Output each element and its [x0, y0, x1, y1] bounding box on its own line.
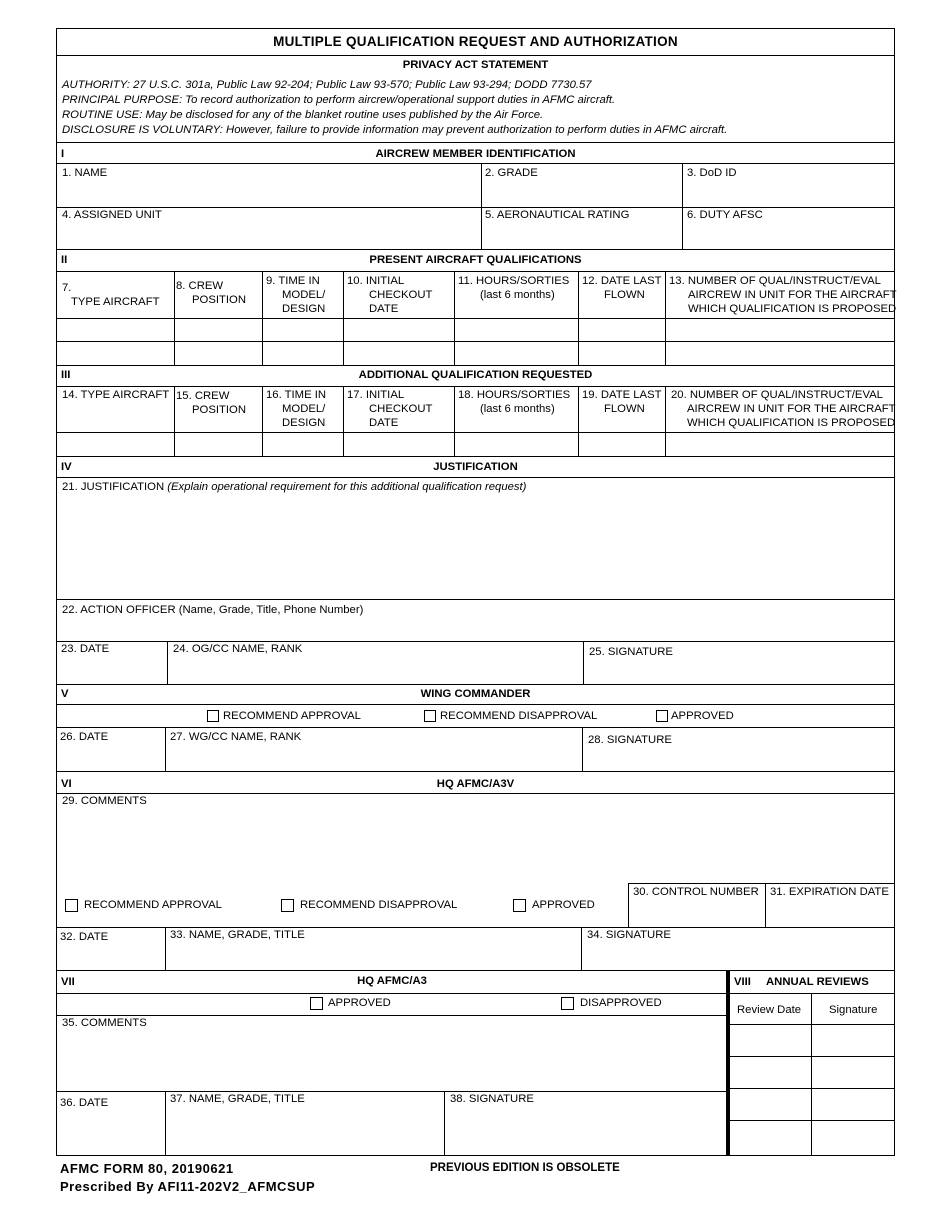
og-signature-label: 25. SIGNATURE: [589, 646, 673, 658]
col-9-design: DESIGN: [282, 303, 326, 315]
col-9-model: MODEL/: [282, 289, 326, 301]
section-1-title: AIRCREW MEMBER IDENTIFICATION: [375, 148, 576, 160]
aeronautical-rating-label: 5. AERONAUTICAL RATING: [485, 209, 630, 221]
section-6-number: VI: [61, 778, 72, 790]
col-16-model: MODEL/: [282, 403, 326, 415]
section-7-number: VII: [61, 976, 75, 988]
annual-review-row-3[interactable]: [730, 1088, 894, 1120]
col-18-last-6-months: (last 6 months): [480, 403, 555, 415]
justification-field[interactable]: [57, 477, 894, 599]
section-5-number: V: [61, 688, 69, 700]
a3v-comments-field[interactable]: [57, 793, 894, 883]
annual-review-row-2[interactable]: [730, 1056, 894, 1088]
col-9-time-in: 9. TIME IN: [266, 275, 320, 287]
col-16-design: DESIGN: [282, 417, 326, 429]
section-3-title: ADDITIONAL QUALIFICATION REQUESTED: [358, 369, 593, 381]
duty-afsc-label: 6. DUTY AFSC: [687, 209, 763, 221]
og-date-label: 23. DATE: [61, 643, 110, 655]
col-8-crew: 8. CREW: [176, 280, 224, 292]
col-17-date: DATE: [369, 417, 399, 429]
section-2-title: PRESENT AIRCRAFT QUALIFICATIONS: [369, 254, 582, 266]
col-7-number: 7.: [62, 282, 72, 294]
additional-qual-row-1[interactable]: [57, 432, 894, 456]
wg-approved-label: APPROVED: [671, 710, 734, 722]
col-8-position: POSITION: [192, 294, 246, 306]
col-13-line-2: AIRCREW IN UNIT FOR THE AIRCRAFT: [688, 289, 897, 301]
review-date-header: Review Date: [737, 1004, 802, 1016]
col-15-position: POSITION: [192, 404, 246, 416]
privacy-heading: PRIVACY ACT STATEMENT: [402, 59, 549, 71]
section-5-title: WING COMMANDER: [420, 688, 531, 700]
wg-recommend-approval-checkbox[interactable]: [207, 710, 219, 722]
a3v-signature-label: 34. SIGNATURE: [587, 929, 671, 941]
section-7-title: HQ AFMC/A3: [357, 975, 427, 987]
col-13-line-1: 13. NUMBER OF QUAL/INSTRUCT/EVAL: [669, 275, 881, 287]
wg-cc-name-label: 27. WG/CC NAME, RANK: [170, 731, 302, 743]
action-officer-label: 22. ACTION OFFICER (Name, Grade, Title, Phone Number): [62, 604, 364, 616]
a3-comments-field[interactable]: [57, 1015, 727, 1091]
col-19-flown: FLOWN: [604, 403, 645, 415]
wg-signature-label: 28. SIGNATURE: [588, 734, 672, 746]
col-17-initial: 17. INITIAL: [347, 389, 405, 401]
a3-disapproved-checkbox[interactable]: [561, 997, 574, 1010]
form-body: [56, 28, 895, 1156]
col-18-hours-sorties: 18. HOURS/SORTIES: [458, 389, 571, 401]
col-12-flown: FLOWN: [604, 289, 645, 301]
form-title: MULTIPLE QUALIFICATION REQUEST AND AUTHORIZATION: [273, 34, 678, 49]
section-1-number: I: [61, 148, 65, 160]
col-10-date: DATE: [369, 303, 399, 315]
col-10-initial: 10. INITIAL: [347, 275, 405, 287]
dod-id-label: 3. DoD ID: [687, 167, 737, 179]
control-number-label: 30. CONTROL NUMBER: [633, 886, 759, 898]
review-signature-header: Signature: [829, 1004, 878, 1016]
wg-recommend-disapproval-label: RECOMMEND DISAPPROVAL: [440, 710, 598, 722]
a3v-recommend-disapproval-label: RECOMMEND DISAPPROVAL: [300, 899, 458, 911]
section-2-number: II: [61, 254, 68, 266]
wg-approved-checkbox[interactable]: [656, 710, 668, 722]
privacy-purpose: PRINCIPAL PURPOSE: To record authorization to perform aircrew/operational support duties in AFMC aircraft.: [62, 94, 616, 106]
wg-recommend-disapproval-checkbox[interactable]: [424, 710, 436, 722]
wg-date-label: 26. DATE: [60, 731, 109, 743]
previous-edition-notice: PREVIOUS EDITION IS OBSOLETE: [430, 1162, 620, 1174]
section-8-title: ANNUAL REVIEWS: [766, 976, 869, 988]
col-19-date-last: 19. DATE LAST: [582, 389, 662, 401]
form-number: AFMC FORM 80, 20190621: [60, 1161, 234, 1176]
a3-approved-checkbox[interactable]: [310, 997, 323, 1010]
a3v-approved-label: APPROVED: [532, 899, 595, 911]
section-3-number: III: [61, 369, 71, 381]
col-7-type-aircraft: TYPE AIRCRAFT: [71, 296, 160, 308]
col-20-line-3: WHICH QUALIFICATION IS PROPOSED: [687, 417, 896, 429]
col-17-checkout: CHECKOUT: [369, 403, 433, 415]
col-11-hours-sorties: 11. HOURS/SORTIES: [458, 275, 570, 287]
present-qual-row-2[interactable]: [57, 341, 894, 365]
a3-comments-label: 35. COMMENTS: [62, 1017, 147, 1029]
og-cc-name-label: 24. OG/CC NAME, RANK: [173, 643, 303, 655]
expiration-date-label: 31. EXPIRATION DATE: [770, 886, 889, 898]
col-15-crew: 15. CREW: [176, 390, 230, 402]
col-11-last-6-months: (last 6 months): [480, 289, 555, 301]
a3v-comments-label: 29. COMMENTS: [62, 795, 147, 807]
col-12-date-last: 12. DATE LAST: [582, 275, 662, 287]
justification-label: 21. JUSTIFICATION (Explain operational requirement for this additional qualification request): [62, 481, 527, 493]
a3-signature-label: 38. SIGNATURE: [450, 1093, 534, 1105]
wg-recommend-approval-label: RECOMMEND APPROVAL: [223, 710, 361, 722]
col-20-line-2: AIRCREW IN UNIT FOR THE AIRCRAFT: [687, 403, 896, 415]
present-qual-row-1[interactable]: [57, 318, 894, 341]
section-4-title: JUSTIFICATION: [433, 461, 518, 473]
col-10-checkout: CHECKOUT: [369, 289, 433, 301]
section-6-title: HQ AFMC/A3V: [436, 778, 515, 790]
a3-disapproved-label: DISAPPROVED: [580, 997, 662, 1009]
prescribed-by: Prescribed By AFI11-202V2_AFMCSUP: [60, 1179, 316, 1194]
col-13-line-3: WHICH QUALIFICATION IS PROPOSED: [688, 303, 897, 315]
name-label: 1. NAME: [62, 167, 108, 179]
a3-approved-label: APPROVED: [328, 997, 391, 1009]
col-16-time-in: 16. TIME IN: [266, 389, 327, 401]
privacy-authority: AUTHORITY: 27 U.S.C. 301a, Public Law 92-204; Public Law 93-570; Public Law 93-294; DODD 7730.57: [62, 79, 592, 91]
col-20-line-1: 20. NUMBER OF QUAL/INSTRUCT/EVAL: [671, 389, 883, 401]
a3v-recommend-approval-checkbox[interactable]: [65, 899, 78, 912]
assigned-unit-label: 4. ASSIGNED UNIT: [62, 209, 162, 221]
annual-review-row-1[interactable]: [730, 1024, 894, 1056]
grade-label: 2. GRADE: [485, 167, 538, 179]
annual-review-row-4[interactable]: [730, 1120, 894, 1156]
a3v-approved-checkbox[interactable]: [513, 899, 526, 912]
section-4-number: IV: [61, 461, 72, 473]
a3-name-label: 37. NAME, GRADE, TITLE: [170, 1093, 305, 1105]
section-8-number: VIII: [734, 976, 751, 988]
a3v-name-label: 33. NAME, GRADE, TITLE: [170, 929, 305, 941]
col-14-type-aircraft: 14. TYPE AIRCRAFT: [62, 389, 170, 401]
name-field[interactable]: [57, 163, 481, 205]
privacy-routine-use: ROUTINE USE: May be disclosed for any of the blanket routine uses published by the Air Force.: [62, 109, 544, 121]
a3v-recommend-disapproval-checkbox[interactable]: [281, 899, 294, 912]
a3-date-label: 36. DATE: [60, 1097, 109, 1109]
a3v-date-label: 32. DATE: [60, 931, 109, 943]
a3v-recommend-approval-label: RECOMMEND APPROVAL: [84, 899, 222, 911]
privacy-disclosure: DISCLOSURE IS VOLUNTARY: However, failure to provide information may prevent authorization to perform duties in AFMC aircraft.: [62, 124, 728, 136]
